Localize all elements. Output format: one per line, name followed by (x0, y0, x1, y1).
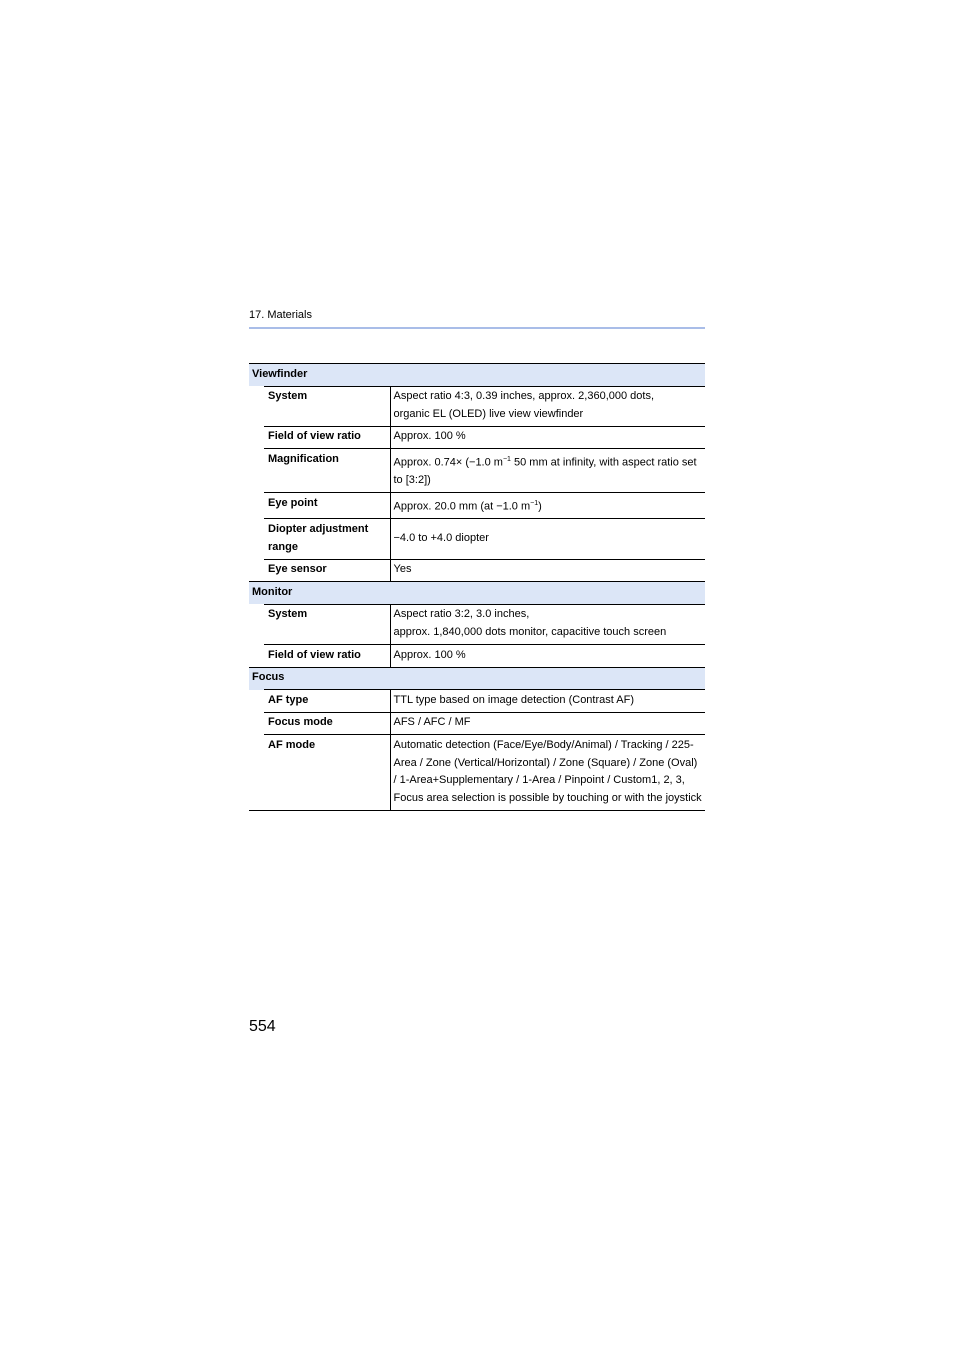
chapter-heading: 17. Materials (249, 309, 312, 321)
value-text: 50 mm at infinity, with aspect ratio set to [3:2]) (393, 456, 697, 487)
spec-value: Aspect ratio 3:2, 3.0 inches, approx. 1,840,000 dots monitor, capacitive touch screen (390, 604, 705, 644)
spec-value: Automatic detection (Face/Eye/Body/Animal) / Tracking / 225-Area / Zone (Vertical/Horizontal) / Zone (Square) / Zone (Oval) / 1-Area+Supplementary / 1-Area / Pinpoint / Custom1, 2, 3, Focus area selection is possible by touching or with the joystick (390, 735, 705, 810)
spec-label: System (264, 386, 390, 426)
spec-label: AF mode (264, 735, 390, 810)
spec-label: Field of view ratio (264, 426, 390, 449)
superscript: −1 (530, 499, 539, 507)
value-text: ) (538, 500, 542, 513)
spec-label: Focus mode (264, 712, 390, 735)
spec-value: Yes (390, 559, 705, 582)
section-focus (249, 667, 705, 690)
table-row (249, 426, 705, 449)
chapter-divider (249, 327, 705, 329)
spec-label: Field of view ratio (264, 645, 390, 668)
table-row (249, 735, 705, 810)
table-row (249, 645, 705, 668)
spec-value: AFS / AFC / MF (390, 712, 705, 735)
section-title: Viewfinder (249, 364, 705, 387)
spec-label: Eye point (264, 493, 390, 519)
value-text: Approx. 20.0 mm (at −1.0 m (393, 500, 531, 513)
section-viewfinder (249, 364, 705, 387)
spec-value: Approx. 100 % (390, 645, 705, 668)
page-number: 554 (249, 1018, 276, 1035)
spec-label: Magnification (264, 449, 390, 493)
table-row (249, 712, 705, 735)
table-row (249, 493, 705, 519)
spec-label: System (264, 604, 390, 644)
spec-value: −4.0 to +4.0 diopter (390, 519, 705, 559)
spec-value: Aspect ratio 4:3, 0.39 inches, approx. 2,360,000 dots, organic EL (OLED) live view viewfinder (390, 386, 705, 426)
section-monitor (249, 582, 705, 605)
spec-table (249, 363, 705, 811)
spec-value: Approx. 100 % (390, 426, 705, 449)
table-row (249, 386, 705, 426)
spec-value (390, 493, 705, 519)
spec-label: Diopter adjustment range (264, 519, 390, 559)
table-row (249, 604, 705, 644)
spec-label: AF type (264, 690, 390, 713)
spec-value: TTL type based on image detection (Contrast AF) (390, 690, 705, 713)
table-row (249, 690, 705, 713)
manual-page (249, 0, 705, 1348)
spec-label: Eye sensor (264, 559, 390, 582)
table-row (249, 519, 705, 559)
section-title: Monitor (249, 582, 705, 605)
table-row (249, 559, 705, 582)
superscript: −1 (502, 455, 511, 463)
value-text: Approx. 0.74× (−1.0 m (393, 456, 503, 469)
spec-value (390, 449, 705, 493)
section-title: Focus (249, 667, 705, 690)
table-row (249, 449, 705, 493)
